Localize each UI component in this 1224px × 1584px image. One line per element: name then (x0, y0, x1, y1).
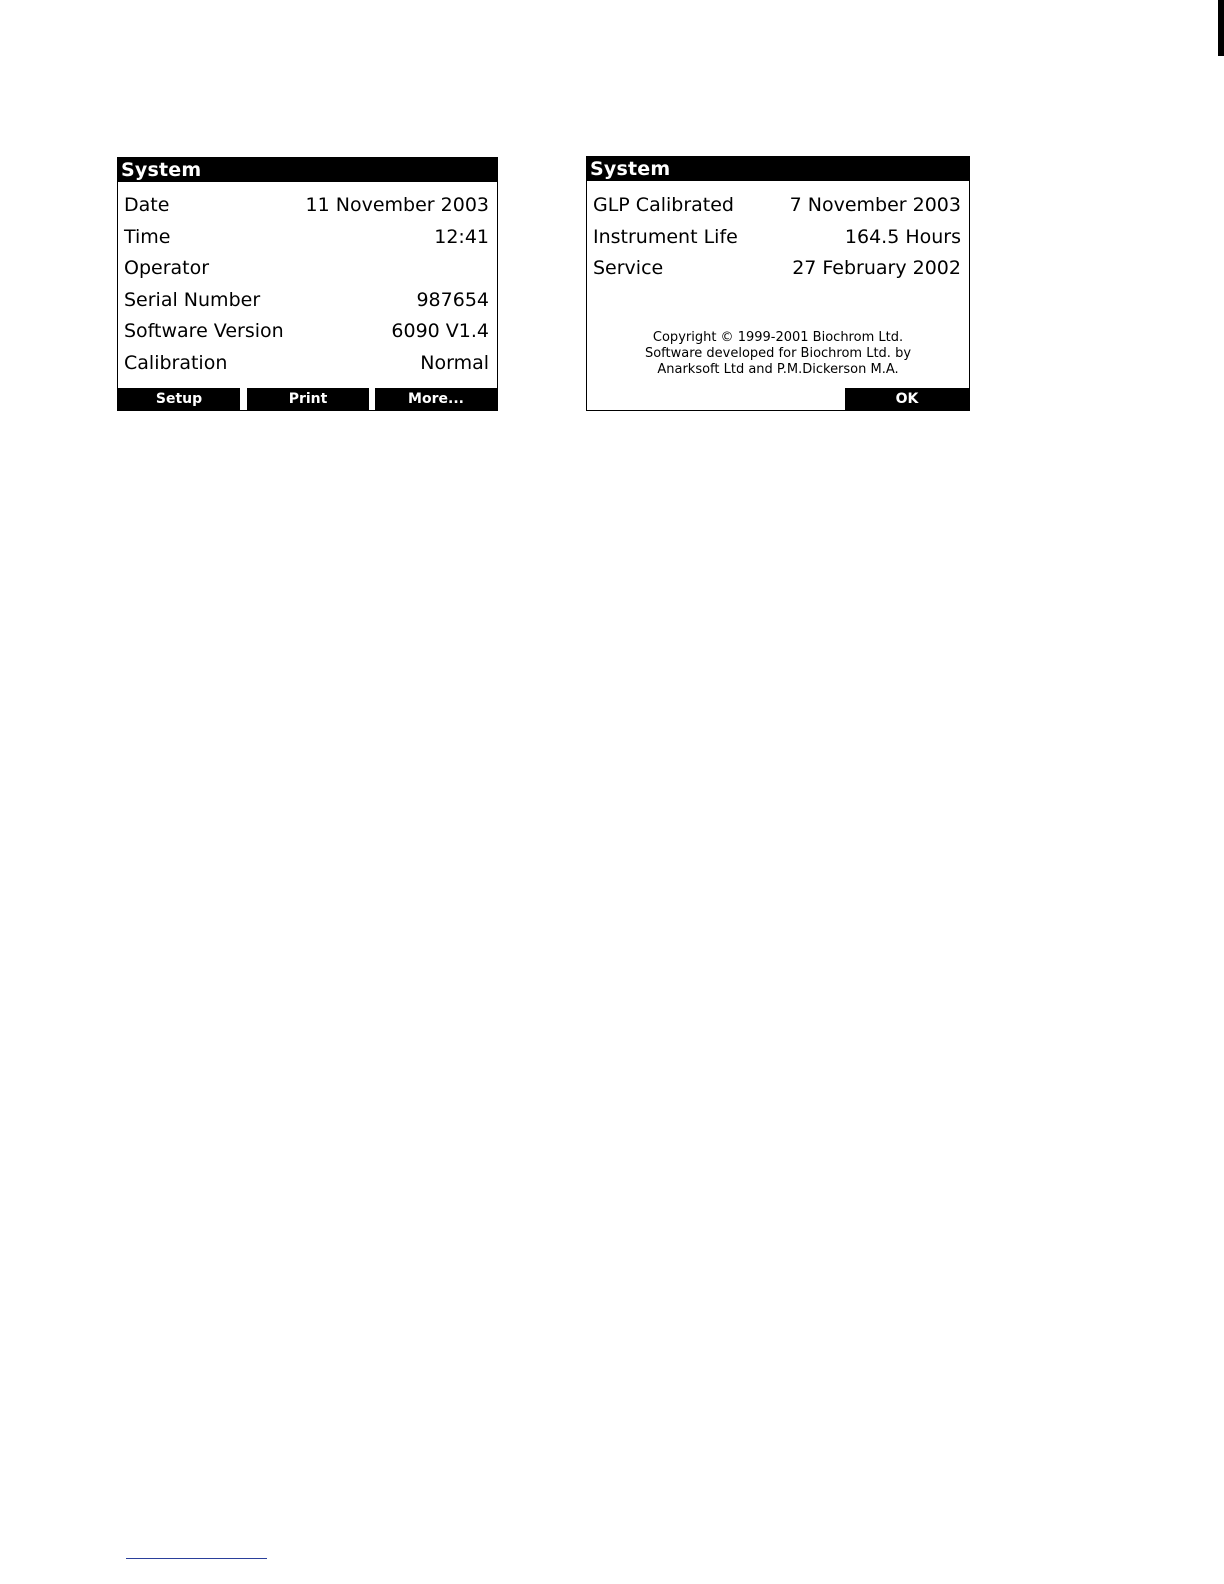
info-row-serial-number (124, 285, 489, 315)
setup-button[interactable]: Setup (118, 388, 240, 410)
print-button[interactable]: Print (247, 388, 369, 410)
info-row-operator (124, 253, 489, 283)
row-value: 12:41 (434, 226, 489, 248)
info-row-date (124, 190, 489, 220)
info-row-software-version (124, 316, 489, 346)
row-label: Serial Number (124, 289, 261, 311)
copyright-line: Software developed for Biochrom Ltd. by (644, 346, 912, 361)
row-value: 7 November 2003 (789, 194, 961, 216)
softkey-divider (240, 392, 243, 410)
info-row-calibration (124, 348, 489, 378)
page-edge-marker (1218, 0, 1224, 56)
ok-button[interactable]: OK (845, 388, 969, 410)
more-button[interactable]: More... (375, 388, 497, 410)
row-value: Normal (420, 352, 489, 374)
row-value: 164.5 Hours (844, 226, 961, 248)
row-label: GLP Calibrated (593, 194, 734, 216)
softkey-bar (118, 388, 497, 410)
info-row-service (593, 253, 961, 283)
row-label: Calibration (124, 352, 228, 374)
softkey-divider (369, 392, 372, 410)
softkey-bar (587, 388, 969, 410)
copyright-line: Copyright © 1999-2001 Biochrom Ltd. (652, 330, 904, 345)
footnote-rule (126, 1558, 267, 1559)
info-row-glp-calibrated (593, 190, 961, 220)
copyright-notice (587, 330, 969, 378)
row-value: 6090 V1.4 (391, 320, 489, 342)
row-value: 27 February 2002 (792, 257, 961, 279)
row-value: 11 November 2003 (305, 194, 489, 216)
copyright-line: Anarksoft Ltd and P.M.Dickerson M.A. (657, 362, 899, 377)
row-label: Time (124, 226, 171, 248)
row-label: Software Version (124, 320, 284, 342)
row-value: 987654 (416, 289, 489, 311)
row-label: Operator (124, 257, 210, 279)
row-label: Instrument Life (593, 226, 738, 248)
screen-title: System (118, 158, 497, 182)
row-label: Service (593, 257, 664, 279)
system-screen-main (117, 157, 498, 411)
system-screen-more (586, 156, 970, 411)
info-row-time (124, 222, 489, 252)
row-label: Date (124, 194, 170, 216)
info-row-instrument-life (593, 222, 961, 252)
screen-title: System (587, 157, 969, 181)
